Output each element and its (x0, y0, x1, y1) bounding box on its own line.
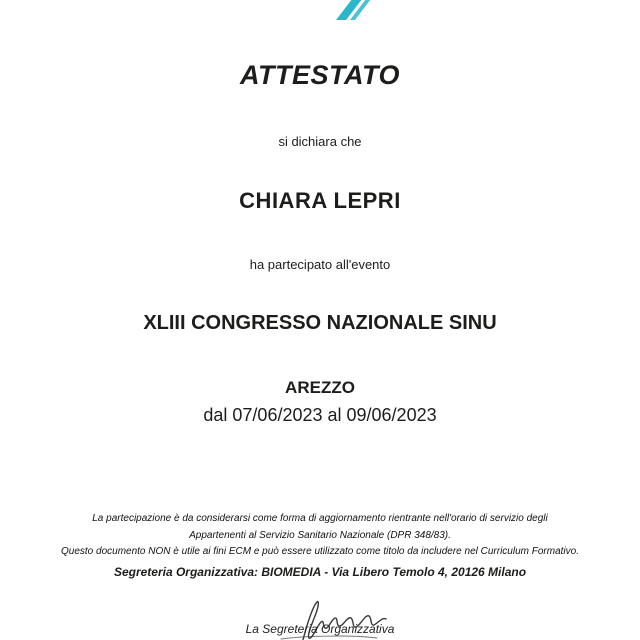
certificate-title: ATTESTATO (240, 60, 400, 90)
teal-slash-logo-mark (322, 0, 374, 20)
signature-label: La Segreteria Organizzativa (245, 622, 395, 636)
event-dates: dal 07/06/2023 al 09/06/2023 (203, 405, 437, 425)
participation-text: ha partecipato all'evento (249, 257, 391, 272)
disclaimer-line-2: Appartenenti al Servizio Sanitario Nazionale (DPR 348/83). (189, 529, 451, 541)
signature-block (0, 600, 640, 640)
disclaimer-line-1: La partecipazione è da considerarsi come forma di aggiornamento rientrante nell'orario di servizio degli (92, 513, 548, 524)
declaration-text: si dichiara che (278, 134, 362, 149)
event-location: AREZZO (285, 378, 355, 397)
organizer-text: Segreteria Organizzativa: BIOMEDIA - Via Libero Temolo 4, 20126 Milano (113, 565, 527, 579)
disclaimer-line-3: Questo documento NON è utile ai fini ECM e può essere utilizzato come titolo da includere nel Curriculum Formativo. (60, 546, 579, 557)
disclaimer-text (0, 511, 640, 561)
recipient-name: CHIARA LEPRI (239, 188, 401, 213)
event-name: XLIII CONGRESSO NAZIONALE SINU (143, 312, 497, 334)
